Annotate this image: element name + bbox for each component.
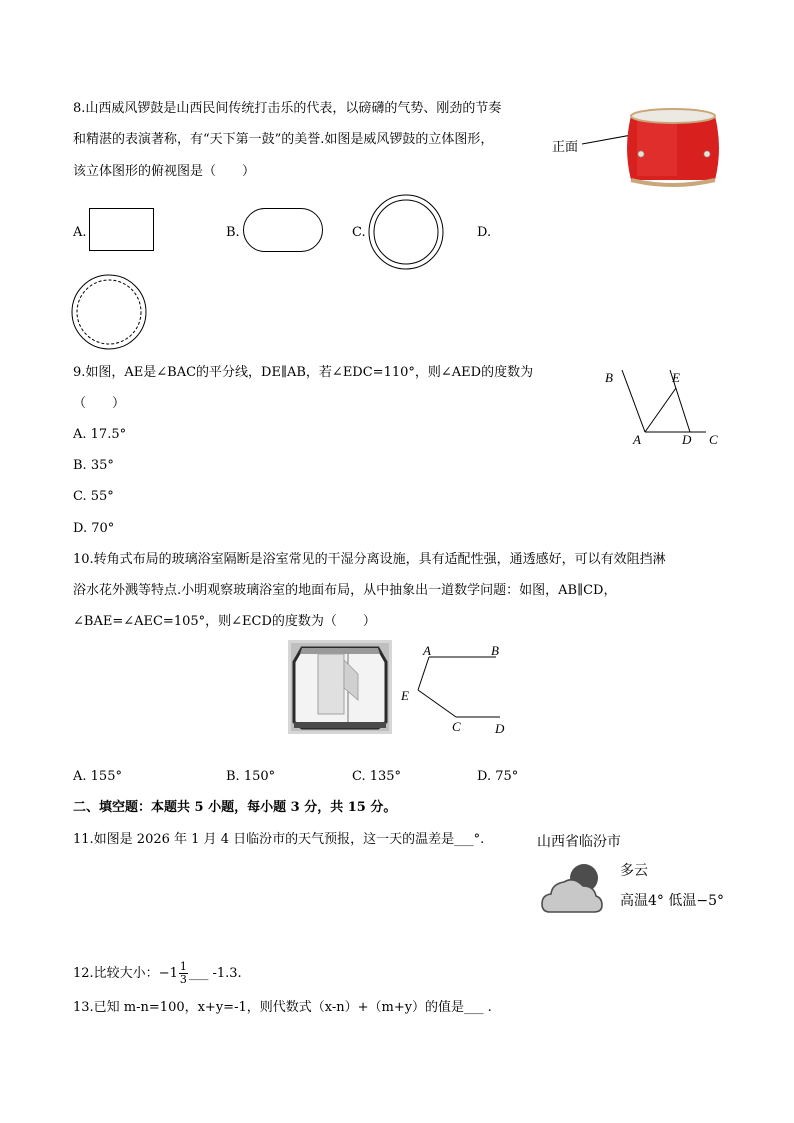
q10-angle-figure <box>398 642 513 738</box>
q9-option-a: A. 17.5° <box>73 427 127 442</box>
q9-option-d: D. 70° <box>73 521 115 536</box>
q8-line-2: 和精湛的表演著称，有“天下第一鼓”的美誉.如图是威风锣鼓的立体图形， <box>73 132 494 147</box>
weather-condition: 多云 <box>620 863 648 879</box>
q8-option-c-label: C. <box>352 225 366 240</box>
q10-option-d: D. 75° <box>477 769 519 784</box>
q8-option-b-stadium <box>243 208 323 252</box>
q10-line-1: 10.转角式布局的玻璃浴室隔断是浴室常见的干湿分离设施，具有适配性强，通透感好，可以有效阻挡淋 <box>73 552 666 567</box>
q9-option-c: C. 55° <box>73 489 114 504</box>
q9-label-b: B <box>605 370 613 385</box>
cloudy-icon <box>540 862 606 916</box>
q8-option-a-rectangle <box>89 208 155 252</box>
q11-text: 11.如图是 2026 年 1 月 4 日临汾市的天气预报，这一天的温差是___°. <box>73 832 485 847</box>
shower-photo <box>288 640 392 734</box>
q12-line <box>73 961 242 986</box>
q12-suffix: ___ -1.3. <box>188 966 242 981</box>
section-2-heading: 二、填空题：本题共 5 小题，每小题 3 分，共 15 分。 <box>73 800 397 815</box>
q10-option-c: C. 135° <box>352 769 402 784</box>
q10-label-c: C <box>452 719 461 734</box>
q9-label-e: E <box>672 370 680 385</box>
drum-image <box>575 106 725 190</box>
q12-prefix: 12.比较大小： <box>73 966 159 981</box>
q12-whole: −1 <box>158 966 178 981</box>
q10-label-e: E <box>401 688 409 703</box>
q8-option-a-label: A. <box>73 225 87 240</box>
q10-option-b: B. 150° <box>226 769 276 784</box>
q8-option-b-label: B. <box>226 225 240 240</box>
q9-label-c: C <box>709 432 718 447</box>
q12-fraction <box>179 961 188 986</box>
q10-label-d: D <box>495 721 505 736</box>
q8-option-d-dashed-circle <box>71 274 147 350</box>
q9-angle-figure <box>600 362 730 452</box>
front-label: 正面 <box>552 140 579 155</box>
q10-label-b: B <box>491 643 499 658</box>
q8-option-c-double-circle <box>368 194 444 270</box>
q10-option-a: A. 155° <box>73 769 122 784</box>
q12-denominator: 3 <box>179 973 187 986</box>
q9-option-b: B. 35° <box>73 458 114 473</box>
q9-label-d: D <box>682 432 692 447</box>
weather-temps: 高温4° 低温−5° <box>620 893 724 909</box>
q10-line-3: ∠BAE=∠AEC=105°，则∠ECD的度数为（ ） <box>73 614 376 629</box>
q9-line-1: 9.如图，AE是∠BAC的平分线，DE∥AB，若∠EDC=110°，则∠AED的度数为 <box>73 365 534 380</box>
q13-text: 13.已知 m-n=100，x+y=-1，则代数式（x-n）+（m+y）的值是___ . <box>73 1000 492 1015</box>
q10-label-a: A <box>423 643 431 658</box>
q8-line-3: 该立体图形的俯视图是（ ） <box>73 164 256 179</box>
weather-city: 山西省临汾市 <box>537 834 621 850</box>
q8-line-1: 8.山西威风锣鼓是山西民间传统打击乐的代表，以磅礴的气势、刚劲的节奏 <box>73 101 502 116</box>
q8-option-d-label: D. <box>477 225 492 240</box>
q9-label-a: A <box>633 432 641 447</box>
q10-line-2: 浴水花外溅等特点.小明观察玻璃浴室的地面布局，从中抽象出一道数学问题：如图，AB∥CD， <box>73 583 617 598</box>
q9-line-2: （ ） <box>73 396 126 411</box>
q12-numerator: 1 <box>179 960 187 973</box>
